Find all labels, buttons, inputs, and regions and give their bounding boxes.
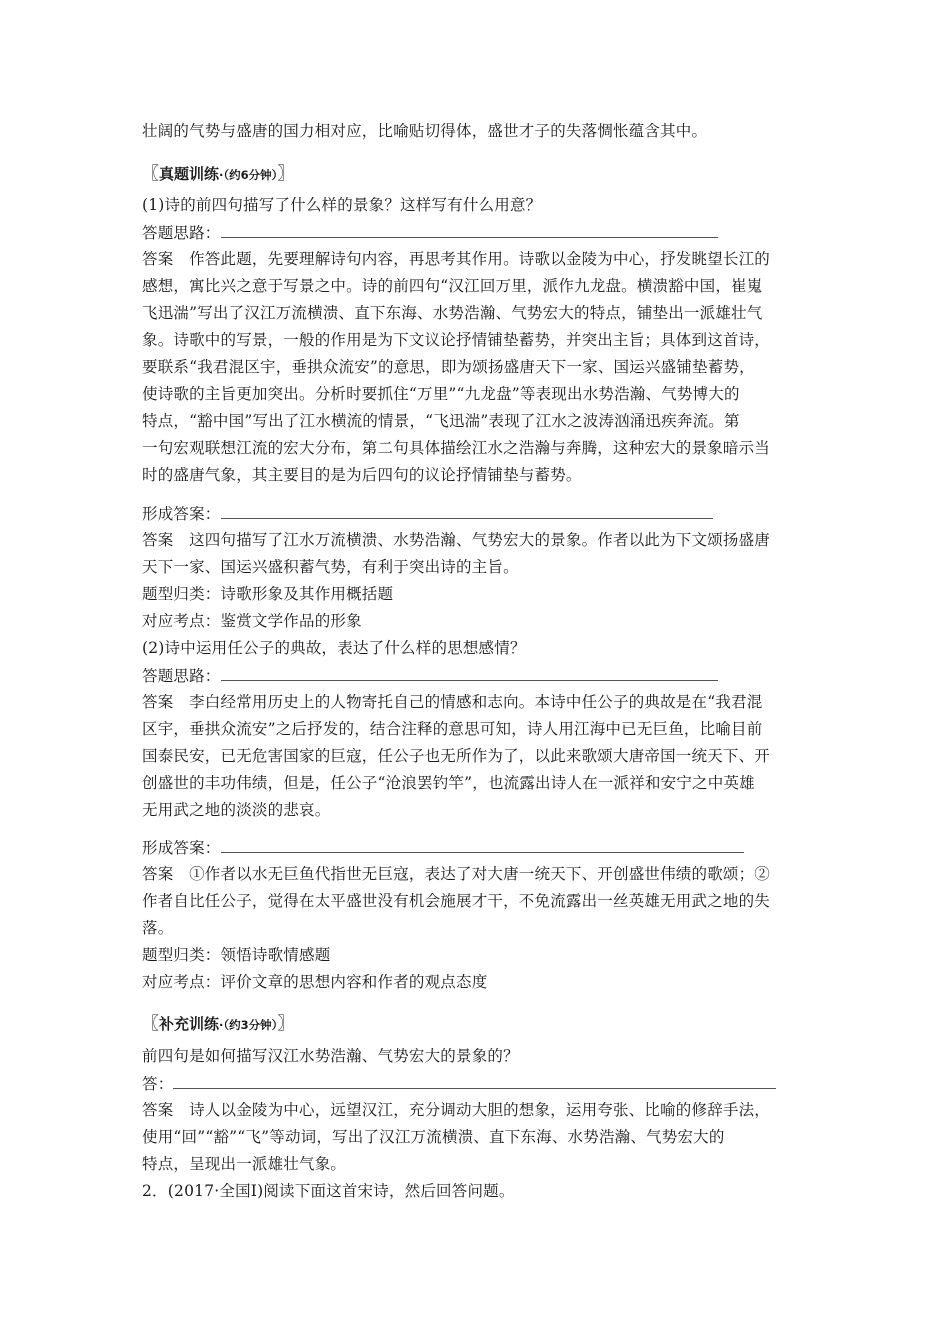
- answer-idea-line: [142, 219, 822, 246]
- question-1: (1)诗的前四句描写了什么样的景象？这样写有什么用意？: [142, 196, 542, 214]
- question-3: 前四句是如何描写汉江水势浩瀚、气势宏大的景象的？: [142, 1047, 519, 1065]
- answer-text: 区宇，垂拱众流安”之后抒发的，结合注释的意思可知，诗人用江海中已无巨鱼，比喻目前: [142, 720, 763, 738]
- answer-text: 特点，“豁中国”写出了江水横流的情景，“飞迅湍”表现了江水之波涛汹涌迅疾奔流。第: [142, 412, 740, 430]
- answer-text: 答案 诗人以金陵为中心，远望汉江，充分调动大胆的想象，运用夸张、比喻的修辞手法，: [142, 1101, 771, 1119]
- answer-blank[interactable]: [221, 219, 718, 238]
- answer-idea-line: [142, 662, 822, 689]
- answer-text: 飞迅湍”写出了汉江万流横溃、直下东海、水势浩瀚、气势宏大的特点，铺垫出一派雄壮气: [142, 304, 763, 322]
- answer-idea-label: 答题思路：: [142, 224, 221, 242]
- answer-blank[interactable]: [221, 500, 713, 519]
- question-2: (2)诗中运用任公子的典故，表达了什么样的思想感情？: [142, 639, 526, 657]
- section-time: ·（约6分钟）: [219, 168, 278, 182]
- answer-text: 无用武之地的淡淡的悲哀。: [142, 801, 331, 819]
- answer-text: 使用“回”“豁”“飞”等动词，写出了汉江万流横溃、直下东海、水势浩瀚、气势宏大的: [142, 1128, 725, 1146]
- section-header-real-exam: [142, 162, 294, 187]
- answer-blank[interactable]: [173, 1070, 776, 1089]
- section-time: ·（约3分钟）: [219, 1018, 278, 1032]
- answer-text: 时的盛唐气象，其主要目的是为后四句的议论抒情铺垫与蓄势。: [142, 466, 582, 484]
- exam-point: 对应考点：鉴赏文学作品的形象: [142, 612, 362, 630]
- answer-line: [142, 1070, 822, 1097]
- answer-text: 象。诗歌中的写景，一般的作用是为下文议论抒情铺垫蓄势，并突出主旨；具体到这首诗，: [142, 331, 771, 349]
- bracket-close: 〗: [277, 164, 295, 184]
- bracket-open: 〖: [142, 164, 159, 184]
- answer-text: 要联系“我君混区宇，垂拱众流安”的意思，即为颂扬盛唐天下一家、国运兴盛铺垫蓄势，: [142, 358, 755, 376]
- question-type: 题型归类：诗歌形象及其作用概括题: [142, 585, 394, 603]
- formed-answer-label: 形成答案：: [142, 505, 221, 523]
- answer-text: 使诗歌的主旨更加突出。分析时要抓住“万里”“九龙盘”等表现出水势浩瀚、气势博大的: [142, 385, 740, 403]
- answer-text: 感想，寓比兴之意于写景之中。诗的前四句“汉江回万里，派作九龙盘。横溃豁中国，崔嵬: [142, 277, 763, 295]
- next-question: 2．(2017·全国Ⅰ)阅读下面这首宋诗，然后回答问题。: [142, 1182, 515, 1200]
- answer-text: 落。: [142, 919, 174, 937]
- exam-point: 对应考点：评价文章的思想内容和作者的观点态度: [142, 973, 488, 991]
- answer-text: 一句宏观联想江流的宏大分布，第二句具体描绘江水之浩瀚与奔腾，这种宏大的景象暗示当: [142, 439, 771, 457]
- answer-text: 国泰民安，已无危害国家的巨寇，任公子也无所作为了，以此来歌颂大唐帝国一统天下、开: [142, 747, 771, 765]
- answer-text: 特点，呈现出一派雄壮气象。: [142, 1155, 347, 1173]
- answer-text: 答案 这四句描写了江水万流横溃、水势浩瀚、气势宏大的景象。作者以此为下文颂扬盛唐: [142, 531, 771, 549]
- answer-text: 作者自比任公子，觉得在太平盛世没有机会施展才干，不免流露出一丝英雄无用武之地的失: [142, 892, 771, 910]
- answer-text: 答案 ①作者以水无巨鱼代指世无巨寇，表达了对大唐一统天下、开创盛世伟绩的歌颂；②: [142, 865, 771, 883]
- answer-idea-label: 答题思路：: [142, 667, 221, 685]
- answer-text: 答案 李白经常用历史上的人物寄托自己的情感和志向。本诗中任公子的典故是在“我君混: [142, 693, 763, 711]
- answer-blank[interactable]: [221, 662, 718, 681]
- formed-answer-label: 形成答案：: [142, 839, 221, 857]
- answer-text: 天下一家、国运兴盛积蓄气势，有利于突出诗的主旨。: [142, 558, 519, 576]
- intro-paragraph: 壮阔的气势与盛唐的国力相对应，比喻贴切得体，盛世才子的失落惆怅蕴含其中。: [142, 122, 708, 140]
- answer-label: 答：: [142, 1075, 174, 1093]
- answer-blank[interactable]: [221, 834, 744, 853]
- bracket-open: 〖: [142, 1014, 159, 1034]
- bracket-close: 〗: [277, 1014, 295, 1034]
- answer-text: 创盛世的丰功伟绩，但是，任公子“沧浪罢钓竿”，也流露出诗人在一派祥和安宁之中英雄: [142, 774, 755, 792]
- section-title: 补充训练: [159, 1015, 220, 1033]
- answer-text: 答案 作答此题，先要理解诗句内容，再思考其作用。诗歌以金陵为中心，抒发眺望长江的: [142, 250, 771, 268]
- question-type: 题型归类：领悟诗歌情感题: [142, 946, 331, 964]
- formed-answer-line: [142, 500, 822, 527]
- formed-answer-line: [142, 834, 822, 861]
- section-header-supplementary: [142, 1012, 294, 1037]
- section-title: 真题训练: [159, 165, 220, 183]
